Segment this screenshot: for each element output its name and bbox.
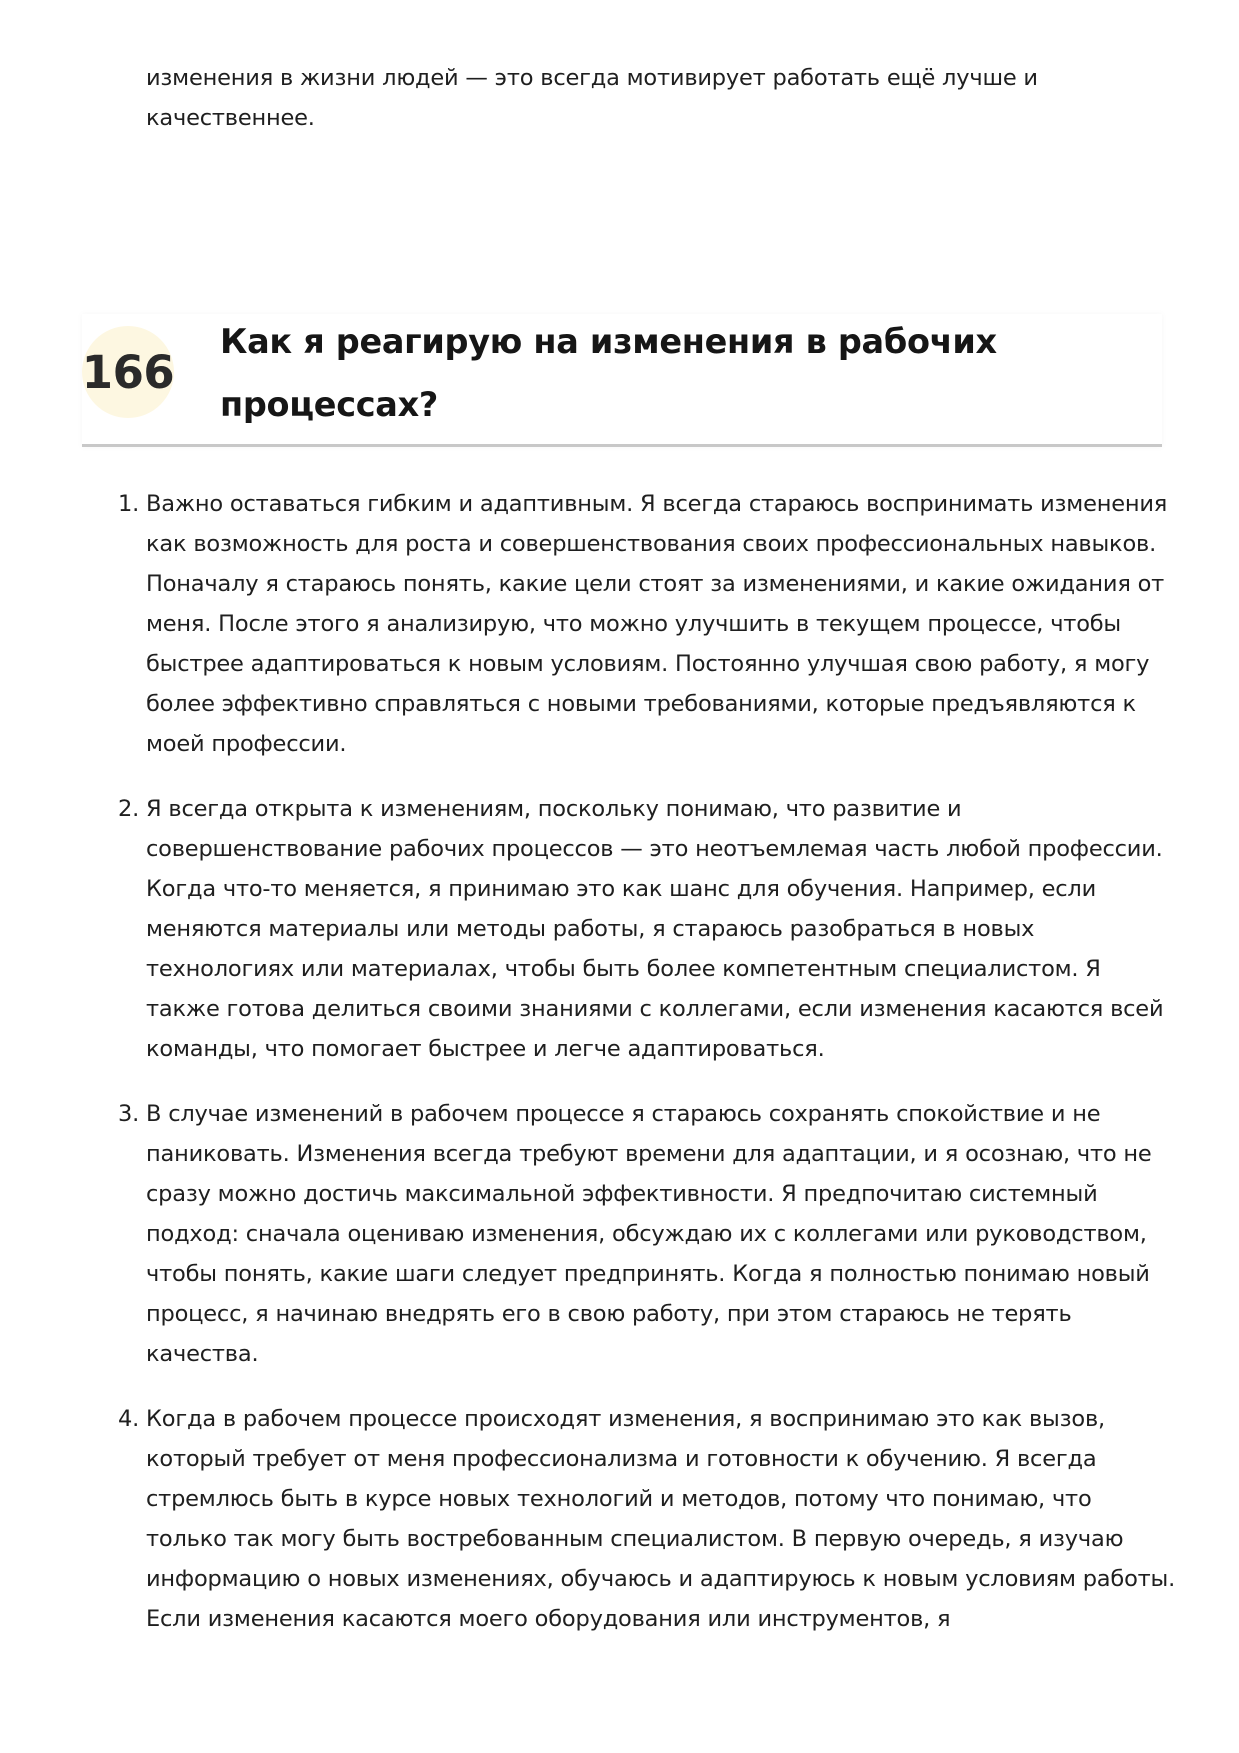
intro-paragraph: изменения в жизни людей — это всегда мотивирует работать ещё лучше и качественнее. — [146, 65, 1038, 131]
question-header — [82, 314, 1162, 447]
answer-text: В случае изменений в рабочем процессе я стараюсь сохранять спокойствие и не паниковать. Изменения всегда требуют времени для адаптации, и я осознаю, что не сразу можно достичь максимальной эффективности. Я предпочитаю системный подход: сначала оцениваю изменения, обсуждаю их с коллегами или руководством, чтобы понять, какие шаги следует предпринять. Когда я полностью понимаю новый процесс, я начинаю внедрять его в свою работу, при этом стараюсь не терять качества. — [146, 1101, 1152, 1367]
answer-item — [118, 1094, 1176, 1374]
answer-item — [118, 789, 1176, 1069]
answer-text: Важно оставаться гибким и адаптивным. Я всегда стараюсь воспринимать изменения как возможность для роста и совершенствования своих профессиональных навыков. Поначалу я стараюсь понять, какие цели стоят за изменениями, и какие ожидания от меня. После этого я анализирую, что можно улучшить в текущем процессе, чтобы быстрее адаптироваться к новым условиям. Постоянно улучшая свою работу, я могу более эффективно справляться с новыми требованиями, которые предъявляются к моей профессии. — [146, 491, 1168, 757]
answer-item — [118, 484, 1176, 764]
answer-number: 2. — [118, 796, 140, 822]
answer-item — [118, 1399, 1176, 1639]
answer-number: 4. — [118, 1406, 140, 1432]
question-title: Как я реагирую на изменения в рабочих процессах? — [220, 322, 997, 424]
answer-list — [118, 484, 1176, 1664]
answer-number: 1. — [118, 491, 140, 517]
answer-text: Я всегда открыта к изменениям, поскольку понимаю, что развитие и совершенствование рабочих процессов — это неотъемлемая часть любой профессии. Когда что-то меняется, я принимаю это как шанс для обучения. Например, если меняются материалы или методы работы, я стараюсь разобраться в новых технологиях или материалах, чтобы быть более компетентным специалистом. Я также готова делиться своими знаниями с коллегами, если изменения касаются всей команды, что помогает быстрее и легче адаптироваться. — [146, 796, 1164, 1062]
question-number-badge: 166 — [82, 326, 174, 418]
answer-number: 3. — [118, 1101, 140, 1127]
answer-text: Когда в рабочем процессе происходят изменения, я воспринимаю это как вызов, который требует от меня профессионализма и готовности к обучению. Я всегда стремлюсь быть в курсе новых технологий и методов, потому что понимаю, что только так могу быть востребованным специалистом. В первую очередь, я изучаю информацию о новых изменениях, обучаюсь и адаптируюсь к новым условиям работы. Если изменения касаются моего оборудования или инструментов, я — [146, 1406, 1176, 1632]
